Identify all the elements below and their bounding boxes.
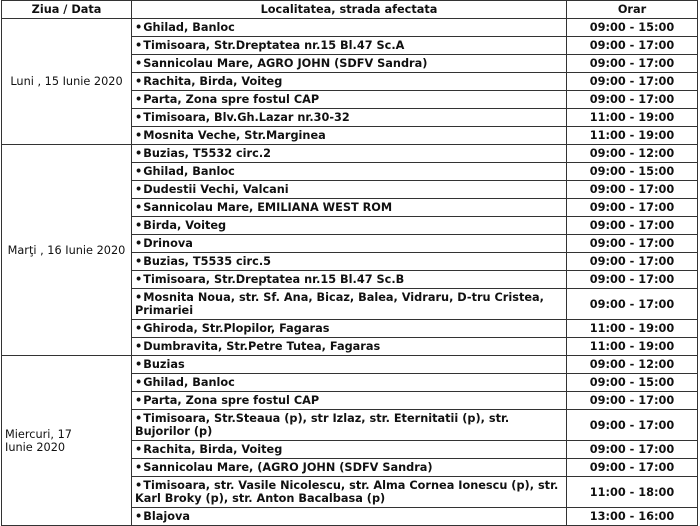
bullet-icon: • [135, 111, 143, 124]
location-text: Timisoara, Str.Dreptatea nr.15 Bl.47 Sc.A [143, 39, 405, 52]
bullet-icon: • [135, 129, 143, 142]
location-text: Parta, Zona spre fostul CAP [143, 93, 320, 106]
location-cell [132, 91, 567, 109]
time-cell: 09:00 - 15:00 [567, 374, 698, 392]
location-cell [132, 410, 567, 441]
location-text: Sannicolau Mare, (AGRO JOHN (SDFV Sandra) [143, 461, 433, 474]
location-text: Drinova [143, 237, 193, 250]
bullet-icon: • [135, 322, 143, 335]
bullet-icon: • [135, 57, 143, 70]
time-cell: 11:00 - 19:00 [567, 127, 698, 145]
bullet-icon: • [135, 165, 143, 178]
time-cell: 09:00 - 17:00 [567, 392, 698, 410]
location-cell [132, 441, 567, 459]
location-cell [132, 55, 567, 73]
header-day: Ziua / Data [2, 1, 132, 19]
bullet-icon: • [135, 412, 143, 425]
location-cell [132, 338, 567, 356]
bullet-icon: • [135, 201, 143, 214]
time-cell: 09:00 - 17:00 [567, 55, 698, 73]
table-row [2, 356, 698, 374]
location-text: Ghilad, Banloc [143, 165, 235, 178]
location-text: Dudestii Vechi, Valcani [143, 183, 289, 196]
location-cell [132, 37, 567, 55]
time-cell: 09:00 - 15:00 [567, 163, 698, 181]
location-text: Blajova [143, 510, 190, 523]
location-text: Ghiroda, Str.Plopilor, Fagaras [143, 322, 330, 335]
location-text: Timisoara, Str.Dreptatea nr.15 Bl.47 Sc.B [143, 273, 405, 286]
time-cell: 09:00 - 17:00 [567, 271, 698, 289]
bullet-icon: • [135, 147, 143, 160]
location-cell [132, 477, 567, 508]
location-text: Mosnita Noua, str. Sf. Ana, Bicaz, Balea, Vidraru, D-tru Cristea, Primariei [135, 291, 544, 317]
time-cell: 11:00 - 18:00 [567, 477, 698, 508]
location-text: Ghilad, Banloc [143, 21, 235, 34]
table-row [2, 145, 698, 163]
location-cell [132, 320, 567, 338]
header-row [2, 1, 698, 19]
time-cell: 11:00 - 19:00 [567, 109, 698, 127]
day-cell: Luni , 15 Iunie 2020 [2, 19, 132, 145]
time-cell: 09:00 - 17:00 [567, 459, 698, 477]
location-text: Buzias [143, 358, 185, 371]
time-cell: 11:00 - 19:00 [567, 338, 698, 356]
header-time: Orar [567, 1, 698, 19]
bullet-icon: • [135, 75, 143, 88]
location-cell [132, 199, 567, 217]
location-text: Sannicolau Mare, EMILIANA WEST ROM [143, 201, 393, 214]
location-text: Parta, Zona spre fostul CAP [143, 394, 320, 407]
location-text: Sannicolau Mare, AGRO JOHN (SDFV Sandra) [143, 57, 428, 70]
location-cell [132, 508, 567, 526]
location-cell [132, 163, 567, 181]
location-cell [132, 392, 567, 410]
bullet-icon: • [135, 93, 143, 106]
bullet-icon: • [135, 376, 143, 389]
time-cell: 09:00 - 17:00 [567, 217, 698, 235]
bullet-icon: • [135, 479, 143, 492]
location-cell [132, 145, 567, 163]
location-text: Rachita, Birda, Voiteg [143, 75, 283, 88]
schedule-body [2, 19, 698, 526]
location-cell [132, 356, 567, 374]
location-cell [132, 271, 567, 289]
location-cell [132, 73, 567, 91]
table-row [2, 19, 698, 37]
bullet-icon: • [135, 461, 143, 474]
location-text: Dumbravita, Str.Petre Tutea, Fagaras [143, 340, 381, 353]
time-cell: 09:00 - 17:00 [567, 289, 698, 320]
location-text: Birda, Voiteg [143, 219, 227, 232]
time-cell: 09:00 - 17:00 [567, 73, 698, 91]
location-text: Rachita, Birda, Voiteg [143, 443, 283, 456]
location-cell [132, 127, 567, 145]
day-cell: Miercuri, 17 Iunie 2020 [2, 356, 132, 526]
time-cell: 09:00 - 17:00 [567, 91, 698, 109]
location-text: Timisoara, Str.Steaua (p), str Izlaz, str. Eternitatii (p), str. Bujorilor (p) [135, 412, 510, 438]
time-cell: 09:00 - 17:00 [567, 37, 698, 55]
location-text: Buzias, T5535 circ.5 [143, 255, 271, 268]
time-cell: 13:00 - 16:00 [567, 508, 698, 526]
bullet-icon: • [135, 237, 143, 250]
time-cell: 09:00 - 17:00 [567, 199, 698, 217]
schedule-table [1, 0, 698, 526]
bullet-icon: • [135, 39, 143, 52]
location-cell [132, 19, 567, 37]
location-text: Ghilad, Banloc [143, 376, 235, 389]
bullet-icon: • [135, 510, 143, 523]
time-cell: 09:00 - 17:00 [567, 235, 698, 253]
bullet-icon: • [135, 340, 143, 353]
location-text: Mosnita Veche, Str.Marginea [143, 129, 326, 142]
bullet-icon: • [135, 273, 143, 286]
day-cell: Marţi , 16 Iunie 2020 [2, 145, 132, 356]
location-cell [132, 181, 567, 199]
bullet-icon: • [135, 291, 143, 304]
bullet-icon: • [135, 183, 143, 196]
bullet-icon: • [135, 443, 143, 456]
time-cell: 09:00 - 17:00 [567, 181, 698, 199]
bullet-icon: • [135, 394, 143, 407]
location-text: Timisoara, Blv.Gh.Lazar nr.30-32 [143, 111, 350, 124]
bullet-icon: • [135, 255, 143, 268]
time-cell: 09:00 - 15:00 [567, 19, 698, 37]
location-text: Timisoara, str. Vasile Nicolescu, str. Alma Cornea Ionescu (p), str. Karl Broky (p), str. Anton Bacalbasa (p) [135, 479, 559, 505]
bullet-icon: • [135, 358, 143, 371]
time-cell: 09:00 - 12:00 [567, 145, 698, 163]
time-cell: 09:00 - 17:00 [567, 253, 698, 271]
location-cell [132, 459, 567, 477]
bullet-icon: • [135, 21, 143, 34]
bullet-icon: • [135, 219, 143, 232]
location-cell [132, 253, 567, 271]
location-cell [132, 289, 567, 320]
location-cell [132, 374, 567, 392]
header-location: Localitatea, strada afectata [132, 1, 567, 19]
time-cell: 11:00 - 19:00 [567, 320, 698, 338]
time-cell: 09:00 - 12:00 [567, 356, 698, 374]
location-cell [132, 109, 567, 127]
time-cell: 09:00 - 17:00 [567, 441, 698, 459]
location-text: Buzias, T5532 circ.2 [143, 147, 271, 160]
time-cell: 09:00 - 17:00 [567, 410, 698, 441]
location-cell [132, 235, 567, 253]
location-cell [132, 217, 567, 235]
